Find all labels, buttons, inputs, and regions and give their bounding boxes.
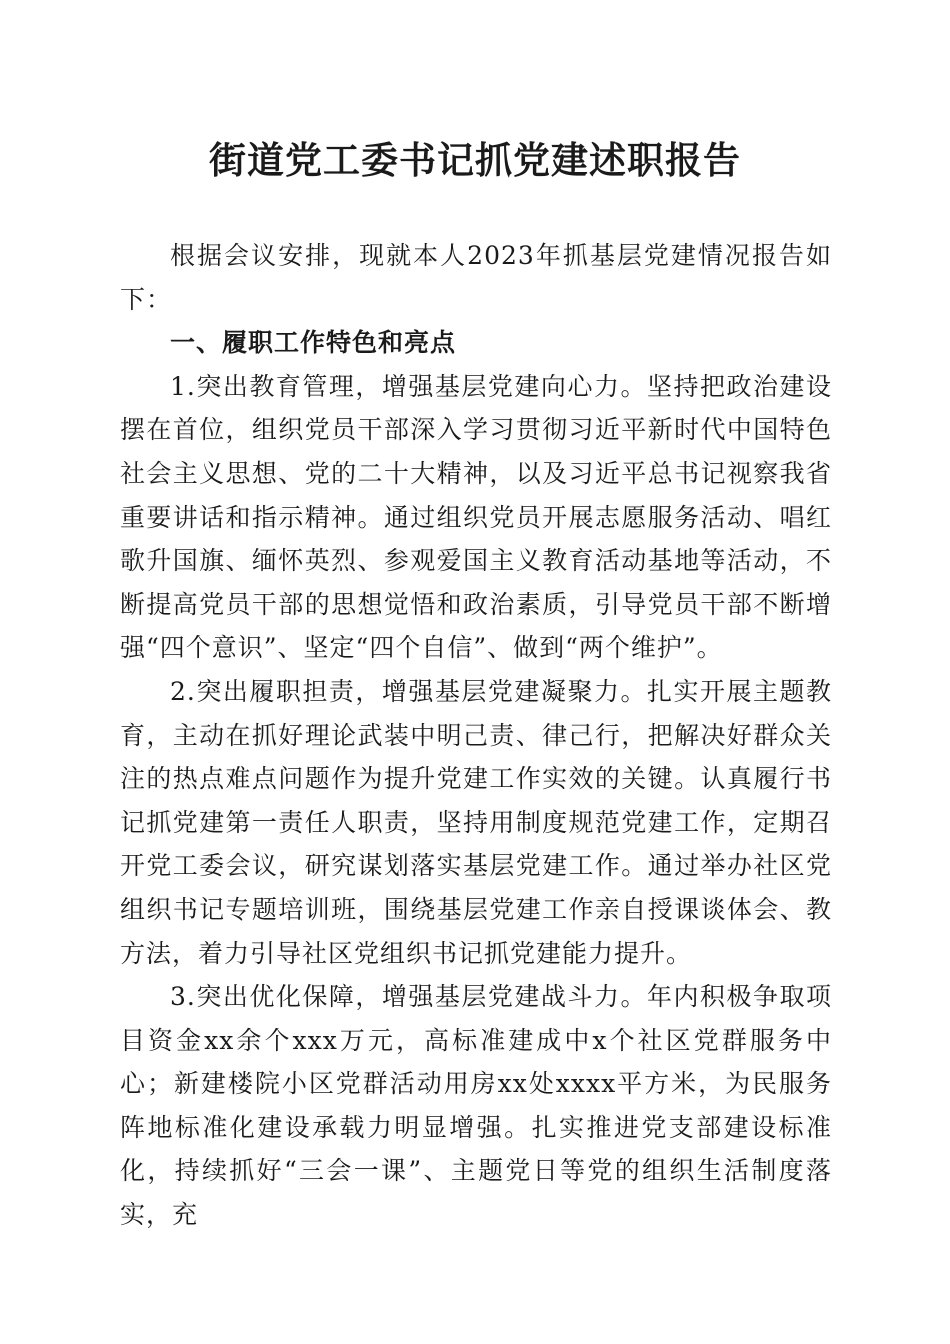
- paragraph-2: 2.突出履职担责，增强基层党建凝聚力。扎实开展主题教育，主动在抓好理论武装中明己责、律己行，把解决好群众关注的热点难点问题作为提升党建工作实效的关键。认真履行书记抓党建第一责任人职责，坚持用制度规范党建工作，定期召开党工委会议，研究谋划落实基层党建工作。通过举办社区党组织书记专题培训班，围绕基层党建工作亲自授课谈体会、教方法，着力引导社区党组织书记抓党建能力提升。: [120, 676, 832, 968]
- document-title: 街道党工委书记抓党建述职报告: [209, 138, 741, 182]
- paragraph-3: 3.突出优化保障，增强基层党建战斗力。年内积极争取项目资金xx余个xxx万元，高标准建成中x个社区党群服务中心；新建楼院小区党群活动用房xx处xxxx平方米，为民服务阵地标准化建设承载力明显增强。扎实推进党支部建设标准化，持续抓好“三会一课”、主题党日等党的组织生活制度落实，充: [120, 982, 832, 1230]
- paragraph-1: 1.突出教育管理，增强基层党建向心力。坚持把政治建设摆在首位，组织党员干部深入学习贯彻习近平新时代中国特色社会主义思想、党的二十大精神，以及习近平总书记视察我省重要讲话和指示精神。通过组织党员开展志愿服务活动、唱红歌升国旗、缅怀英烈、参观爱国主义教育活动基地等活动，不断提高党员干部的思想觉悟和政治素质，引导党员干部不断增强“四个意识”、坚定“四个自信”、做到“两个维护”。: [120, 371, 832, 663]
- document-body: [120, 234, 832, 1237]
- section-heading: 一、履职工作特色和亮点: [170, 328, 457, 358]
- intro-paragraph: 根据会议安排，现就本人2023年抓基层党建情况报告如下：: [120, 241, 832, 314]
